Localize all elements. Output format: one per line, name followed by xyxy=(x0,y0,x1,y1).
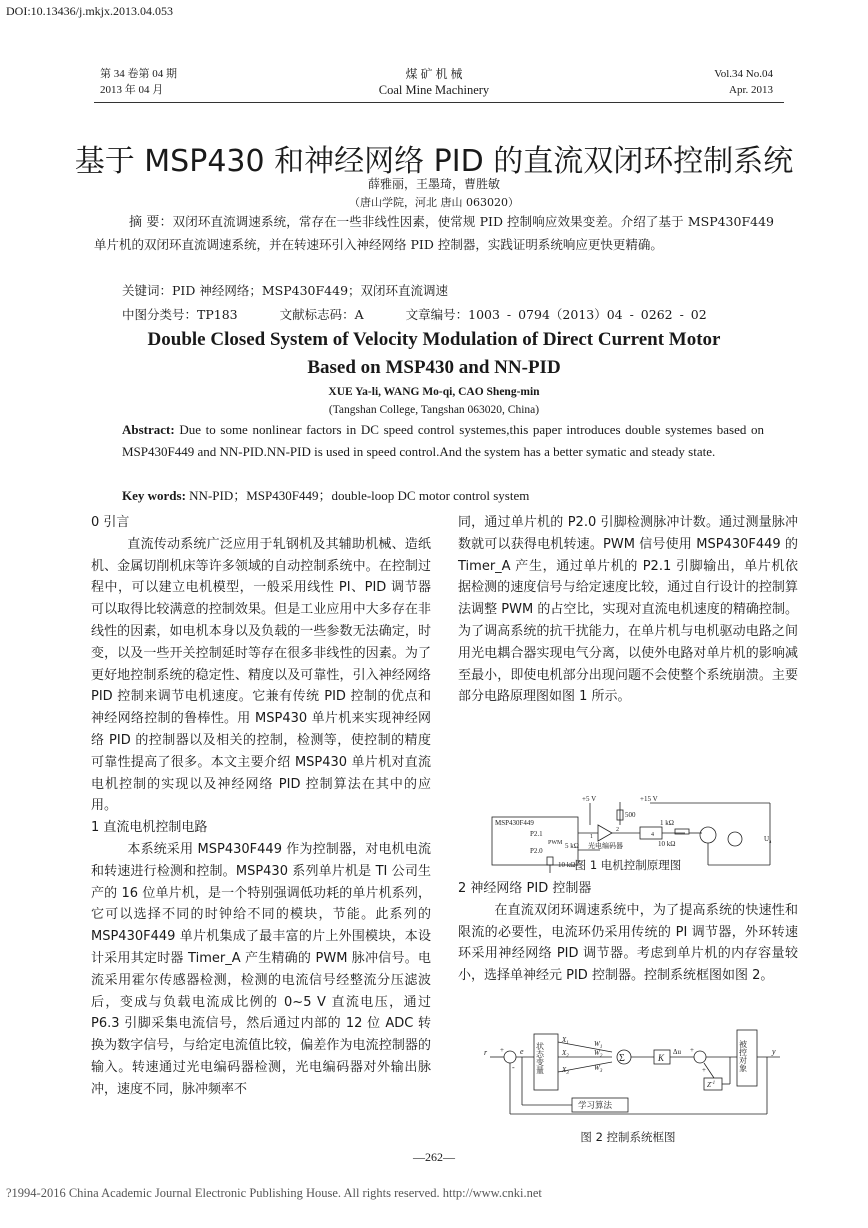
keywords-cn xyxy=(122,281,448,299)
fig1-r5k: 5 kΩ xyxy=(565,842,579,850)
english-keywords-text: NN-PID；MSP430F449；double-loop DC motor control system xyxy=(185,488,530,503)
fig2-y: y xyxy=(772,1047,776,1056)
fig2-sigma: Σ xyxy=(619,1053,625,1064)
fig2-w2 xyxy=(594,1049,603,1059)
fig2-x2-main: X xyxy=(562,1049,567,1057)
opamp-symbol xyxy=(598,825,612,841)
fig1-pin4: 4 xyxy=(651,832,654,838)
year-month: 2013 年 04 月 xyxy=(100,84,164,96)
clc-value: TP183 xyxy=(197,307,238,322)
section-0-paragraph: 直流传动系统广泛应用于轧钢机及其辅助机械、造纸机、金属切削机床等许多领域的自动控制系统中。在控制过程中，可以建立电机模型，一般采用线性 PI、PID 调节器可以取得比较满意的控制效果。但是工业应用中大多存在非线性的因素，如电机本身以及负载的一些参数无法确定，时变，以及一些开关控制延时等存在很多非线性的因素。为了更好地控制系统的稳定性、精度以及可靠性，引入神经网络 PID 控制来调节电机速度。它兼有传统 PID 控制的优点和神经网络控制的鲁棒性。用 MSP430 单片机来实现神经网络 PID 的控制器以及相关的控制，检测等，使控制的精度可靠性提高了很多。本文主要介绍 MSP430 单片机对直流电机控制的实现以及神经网络 PID 控制算法在其中的应用。 xyxy=(91,536,431,814)
fig2-w3-sub: 3 xyxy=(599,1069,603,1074)
classification xyxy=(122,305,707,323)
fig2-x2 xyxy=(561,1049,569,1059)
english-title-line2: Based on MSP430 and NN-PID xyxy=(307,357,561,378)
fig2-w2-sub: 2 xyxy=(599,1054,603,1059)
fig2-x3-sub: 3 xyxy=(566,1071,569,1076)
copyright-footer: ?1994-2016 China Academic Journal Electronic Publishing House. All rights reserved. http://www.cnki.net xyxy=(6,1186,542,1200)
fig1-p21: P2.1 xyxy=(530,830,543,838)
right-column-section-2 xyxy=(458,878,798,987)
clc-label: 中图分类号： xyxy=(122,307,198,322)
section-1-paragraph-cont: 同，通过单片机的 P2.0 引脚检测脉冲计数。通过测量脉冲数就可以获得电机转速。PWM 信号使用 MSP430F449 的 Timer_A 产生，通过单片机的 P2.1 引脚输出，单片机依据检测的速度信号与给定速度比较，通过自行设计的控制算法调整 PWM 的占空比，实现对直流电机速度的精确控制。为了调高系统的抗干扰能力，在单片机与电机驱动电路之间用光电耦合器实现电气分离，以使外电路对单片机的影响减至最小，即使电机部分出现问题不会使整个系统崩溃。主要部分电路原理图如图 1 所示。 xyxy=(458,515,798,705)
section-1-paragraph: 本系统采用 MSP430F449 作为控制器，对电机电流和转速进行检测和控制。MSP430 系列单片机是 TI 公司生产的 16 位单片机，是一个特别强调低功耗的单片机系列，它可以选择不同的时钟给不同的模块，节能。此系列的 MSP430F449 单片机集成了最丰富的片上外围模块，本设计采用其定时器 Timer_A 产生精确的 PWM 脉冲信号。电流采用霍尔传感器检测，检测的电流信号经整流分压滤波后，变成与负载电流成比例的 0~5 V 直流电压，通过 P6.3 引脚采集电流信号，然后通过内部的 12 位 ADC 转换为数字信号，与给定电流值比较，偏差作为电流控制器的输入。转速通过光电编码器检测，光电编码器对外输出脉冲，速度不同，脉冲频率不 xyxy=(91,841,431,1097)
page-number: —262— xyxy=(413,1150,455,1164)
volume-issue: 第 34 卷第 04 期 xyxy=(100,68,177,80)
article-no-value: 1003 - 0794（2013）04 - 0262 - 02 xyxy=(468,307,707,322)
fig2-x1 xyxy=(561,1036,569,1046)
fig1-r500: 500 xyxy=(625,811,636,819)
right-column-top xyxy=(458,512,798,708)
fig2-zinv-main: Z xyxy=(707,1081,711,1089)
fig1-r10k-b: 10 kΩ xyxy=(558,861,576,869)
paper-title: 基于 MSP430 和神经网络 PID 的直流双闭环控制系统 xyxy=(74,144,794,179)
authors: 薛雅丽，王墨琦，曹胜敏 xyxy=(367,177,500,191)
fig2-x3 xyxy=(561,1066,569,1076)
fig2-w1-sub: 1 xyxy=(599,1045,603,1050)
fig2-w1-main: W xyxy=(594,1040,600,1048)
journal-volume-en xyxy=(714,66,773,98)
journal-name-en: Coal Mine Machinery xyxy=(378,83,490,97)
doc-code-value: A xyxy=(354,307,364,322)
fig1-pin2: 2 xyxy=(616,827,619,833)
fig2-zinv xyxy=(707,1081,715,1089)
english-title xyxy=(0,326,868,382)
fig1-5v: +5 V xyxy=(582,795,597,803)
section-2-paragraph: 在直流双闭环调速系统中，为了提高系统的快速性和限流的必要性，电流环仍采用传统的 PI 调节器，外环转速环采用神经网络 PID 调节器。考虑到单片机的内存容量较小，选择单神经元 PID 控制器。控制系统框图如图 2。 xyxy=(458,902,798,984)
fig2-zinv-exp: -1 xyxy=(710,1081,716,1086)
abstract-cn xyxy=(94,211,774,256)
fig1-r1k: 1 kΩ xyxy=(660,819,674,827)
fig1-pwm: PWM xyxy=(548,840,563,846)
fig1-15v: +15 V xyxy=(640,795,658,803)
volume-en: Vol.34 No.04 xyxy=(714,68,773,80)
keywords-cn-label: 关键词： xyxy=(122,283,173,298)
fig1-chip-label: MSP430F449 xyxy=(495,819,534,827)
figure-1-caption: 图 1 电机控制原理图 xyxy=(574,858,682,872)
fig2-w3-main: W xyxy=(594,1064,600,1072)
english-abstract-text: Due to some nonlinear factors in DC speed control systemes,this paper introduces double systemes based on MSP430F449 and NN-PID.NN-PID is used in speed control.And the system has a better symatic and steady state. xyxy=(122,422,764,459)
motor-symbol xyxy=(728,832,742,846)
fig1-pin1: 1 xyxy=(590,834,593,840)
fig2-sum-2 xyxy=(694,1051,706,1063)
fig1-ua-sub: a xyxy=(769,840,772,845)
fig2-x3-main: X xyxy=(562,1066,567,1074)
english-keywords xyxy=(122,485,529,504)
abstract-cn-label: 摘 要： xyxy=(129,215,173,230)
figure-2-caption: 图 2 控制系统框图 xyxy=(580,1130,676,1144)
fig1-ua-main: U xyxy=(764,835,770,843)
fig2-learn-label: 学习算法 xyxy=(578,1101,613,1111)
affiliation: （唐山学院，河北 唐山 063020） xyxy=(349,196,519,209)
section-2-heading: 2 神经网络 PID 控制器 xyxy=(458,881,592,896)
english-title-line1: Double Closed System of Velocity Modulation of Direct Current Motor xyxy=(147,329,721,350)
fig2-plant-label: 被控对象 xyxy=(738,1040,748,1072)
left-column xyxy=(91,512,431,1101)
date-en: Apr. 2013 xyxy=(729,84,773,96)
doc-code-label: 文献标志码： xyxy=(279,307,355,322)
journal-name-cn: 煤 矿 机 械 xyxy=(405,67,463,81)
english-abstract-label: Abstract: xyxy=(122,422,175,437)
keywords-cn-text: PID 神经网络；MSP430F449；双闭环直流调速 xyxy=(172,283,449,298)
fig1-encoder: 光电编码器 xyxy=(588,842,623,850)
doi-line: DOI:10.13436/j.mkjx.2013.04.053 xyxy=(6,4,173,18)
fig2-du: Δu xyxy=(673,1048,682,1056)
fig2-w2-main: W xyxy=(594,1049,600,1057)
fig2-e: e xyxy=(520,1047,524,1056)
section-0-heading: 0 引言 xyxy=(91,515,130,530)
english-abstract xyxy=(122,419,764,463)
fig2-state-label: 状态变量 xyxy=(535,1042,545,1074)
fig2-plus-1: + xyxy=(500,1046,504,1054)
fig2-k: K xyxy=(658,1053,665,1063)
header-rule xyxy=(94,102,784,103)
fig1-p20: P2.0 xyxy=(530,847,543,855)
fig2-x2-sub: 2 xyxy=(566,1054,569,1059)
section-1-heading: 1 直流电机控制电路 xyxy=(91,820,208,836)
fig2-minus-1: - xyxy=(512,1063,515,1072)
fig2-plus-3: + xyxy=(702,1066,706,1074)
english-authors: XUE Ya-li, WANG Mo-qi, CAO Sheng-min xyxy=(328,386,540,398)
english-keywords-label: Key words: xyxy=(122,488,186,503)
fig1-r10k-a: 10 kΩ xyxy=(658,840,676,848)
abstract-cn-text: 双闭环直流调速系统，常存在一些非线性因素，使常规 PID 控制响应效果变差。介绍了基于 MSP430F449 单片机的双闭环直流调速系统，并在转速环引入神经网络 PID 控制器，实践证明系统响应更快更精确。 xyxy=(94,214,774,252)
english-affiliation: (Tangshan College, Tangshan 063020, China) xyxy=(328,404,540,416)
fig2-plus-2: + xyxy=(690,1046,694,1054)
fig2-r: r xyxy=(484,1048,488,1057)
article-no-label: 文章编号： xyxy=(405,307,469,322)
fig2-sum-1 xyxy=(504,1051,516,1063)
fig2-x1-sub: 1 xyxy=(566,1041,569,1046)
fig1-ua xyxy=(764,835,772,845)
fig2-x1-main: X xyxy=(562,1036,567,1044)
figure-2-block-diagram xyxy=(482,1022,782,1118)
fig2-w3 xyxy=(594,1064,603,1074)
transistor-symbol xyxy=(700,827,716,843)
